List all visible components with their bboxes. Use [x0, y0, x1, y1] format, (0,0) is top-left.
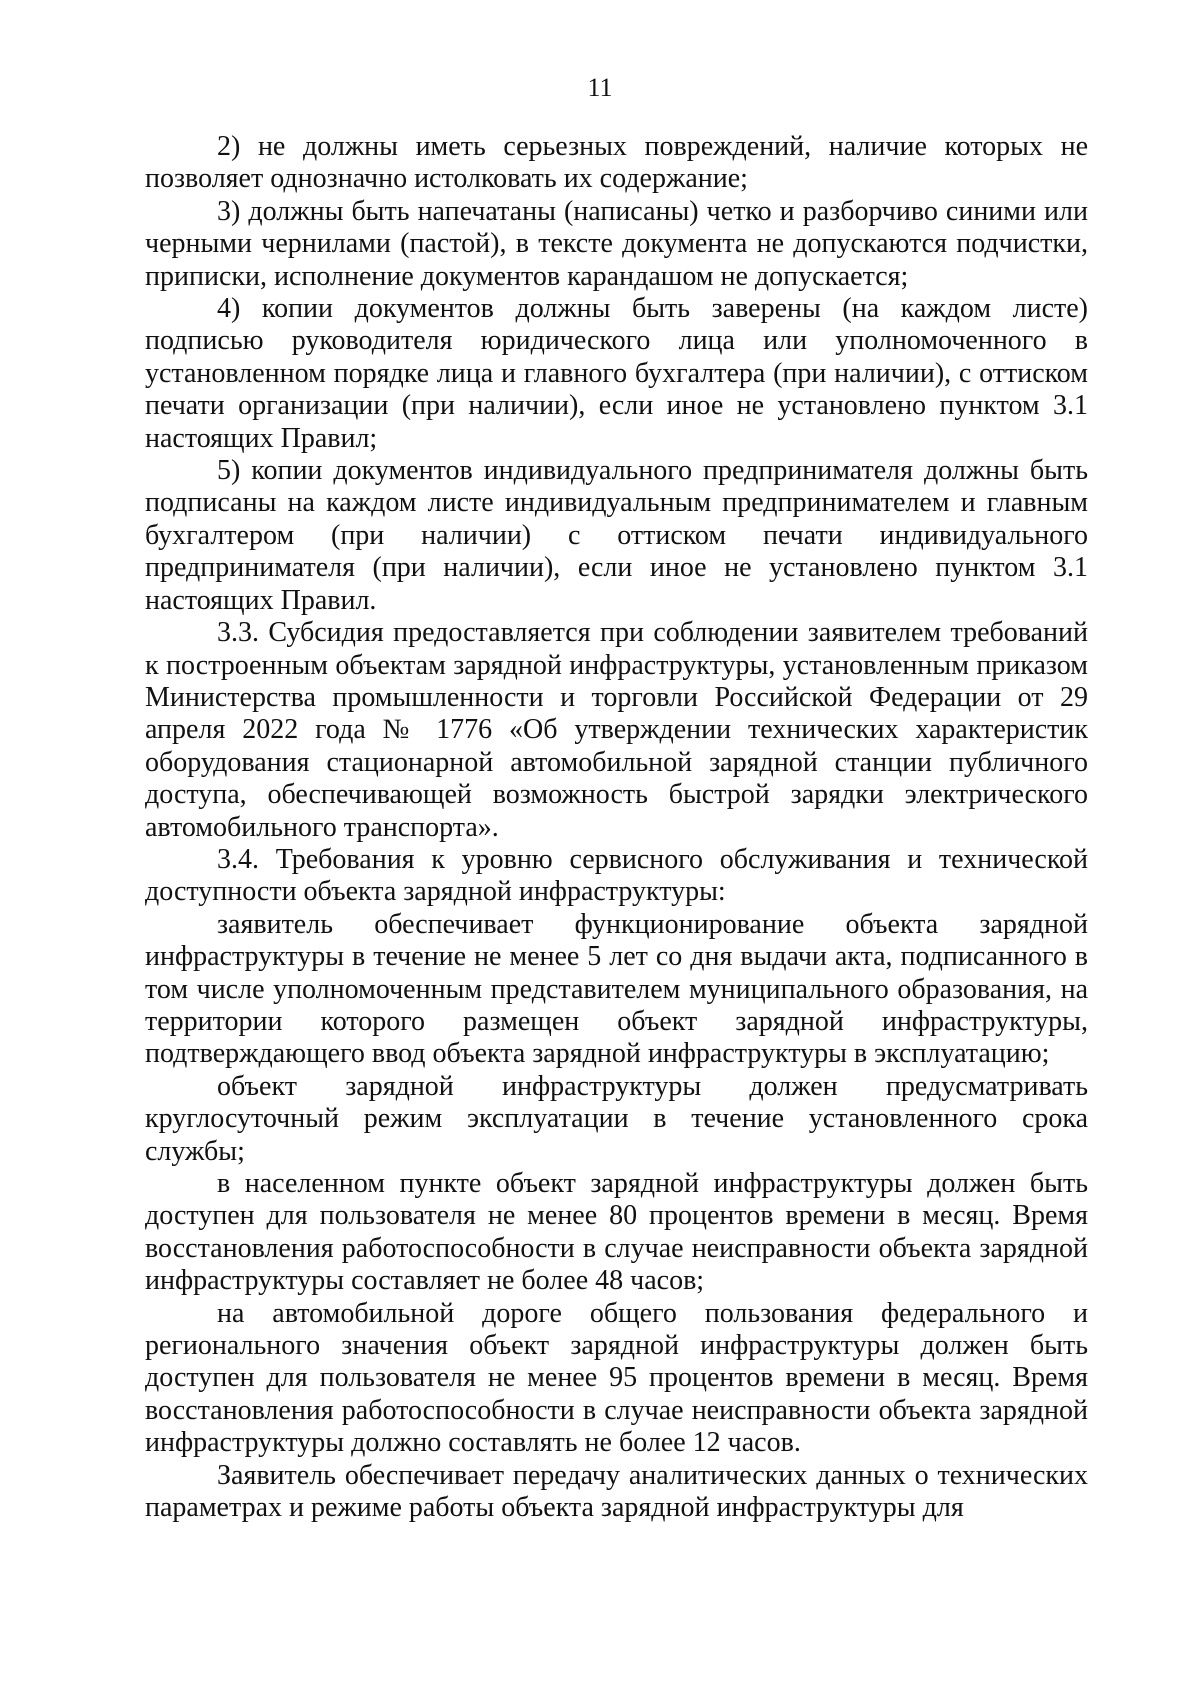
paragraph-requirement-highway: на автомобильной дороге общего пользования федерального и регионального значения объект зарядной инфраструктуры должен быть доступен для пользователя не менее 95 процентов времени в месяц. Время восстановления работоспособности в случае неисправности объекта зарядной инфраструктуры должно составлять не более 12 часов. — [145, 1297, 1088, 1459]
page-number: 11 — [587, 73, 613, 102]
paragraph-item-2: 2) не должны иметь серьезных повреждений, наличие которых не позволяет однозначно истолковать их содержание; — [145, 131, 1088, 195]
paragraph-requirement-round-the-clock: объект зарядной инфраструктуры должен предусматривать круглосуточный режим эксплуатации в течение установленного срока службы; — [145, 1070, 1088, 1167]
paragraph-requirement-settlement: в населенном пункте объект зарядной инфраструктуры должен быть доступен для пользователя не менее 80 процентов времени в месяц. Время восстановления работоспособности в случае неисправности объекта зарядной инфраструктуры составляет не более 48 часов; — [145, 1168, 1088, 1297]
paragraph-data-transfer: Заявитель обеспечивает передачу аналитических данных о технических параметрах и режиме работы объекта зарядной инфраструктуры для — [145, 1459, 1088, 1524]
paragraph-item-4: 4) копии документов должны быть заверены (на каждом листе) подписью руководителя юридического лица или уполномоченного в установленном порядке лица и главного бухгалтера (при наличии), с оттиском печати организации (при наличии), если иное не установлено пунктом 3.1 настоящих Правил; — [145, 293, 1088, 454]
paragraph-item-3: 3) должны быть напечатаны (написаны) четко и разборчиво синими или черными чернилами (пастой), в тексте документа не допускаются подчистки, приписки, исполнение документов карандашом не допускается; — [145, 195, 1088, 292]
paragraph-item-5: 5) копии документов индивидуального предпринимателя должны быть подписаны на каждом листе индивидуальным предпринимателем и главным бухгалтером (при наличии) с оттиском печати индивидуального предпринимателя (при наличии), если иное не установлено пунктом 3.1 настоящих Правил. — [145, 455, 1088, 616]
paragraph-section-3-4: 3.4. Требования к уровню сервисного обслуживания и технической доступности объекта зарядной инфраструктуры: — [145, 843, 1088, 908]
paragraph-requirement-operation: заявитель обеспечивает функционирование объекта зарядной инфраструктуры в течение не менее 5 лет со дня выдачи акта, подписанного в том числе уполномоченным представителем муниципального образования, на территории которого размещен объект зарядной инфраструктуры, подтверждающего ввод объекта зарядной инфраструктуры в эксплуатацию; — [145, 908, 1088, 1070]
paragraph-section-3-3: 3.3. Субсидия предоставляется при соблюдении заявителем требований к построенным объектам зарядной инфраструктуры, установленным приказом Министерства промышленности и торговли Российской Федерации от 29 апреля 2022 года № 1776 «Об утверждении технических характеристик оборудования стационарной автомобильной зарядной станции публичного доступа, обеспечивающей возможность быстрой зарядки электрического автомобильного транспорта». — [145, 617, 1088, 843]
document-body — [145, 131, 1088, 1524]
